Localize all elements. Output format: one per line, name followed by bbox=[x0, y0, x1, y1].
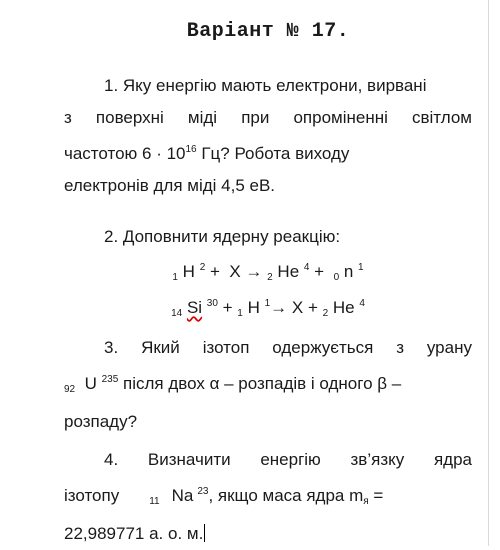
atomic-number: 1 bbox=[172, 272, 178, 283]
question-3-line-2: $_{92}$ U $^{235}$ після двох α – розпадів і одного β – bbox=[64, 374, 402, 395]
element-symbol: n bbox=[339, 262, 359, 281]
question-1-line-3: частотою $6 \cdot 10^{16}$ Гц? Робота виходу bbox=[64, 144, 350, 163]
question-1-line-2-word: опроміненні bbox=[293, 108, 388, 127]
element-symbol: He bbox=[272, 262, 304, 281]
question-1-line-2-word: при bbox=[241, 108, 270, 127]
question-1-line-2-word: світлом bbox=[412, 108, 472, 127]
spellcheck-underlined-symbol: Si bbox=[186, 298, 203, 317]
atomic-number: 0 bbox=[333, 272, 340, 283]
question-3-line-1-word: 3. bbox=[104, 338, 119, 357]
mass-number: 2 bbox=[199, 262, 206, 273]
question-3-line-1-word: з bbox=[396, 338, 404, 357]
question-4-line-1-word: Визначити bbox=[147, 450, 231, 469]
text-cursor bbox=[204, 524, 205, 542]
question-4-line-1-word: ядра bbox=[433, 450, 472, 469]
question-1-line-1: 1. Яку енергію мають електрони, вирвані bbox=[104, 76, 427, 95]
mass-number: 1 bbox=[358, 262, 364, 273]
reaction-2: $_{14}$ Si $^{30}$ + $_1$ H $^1$→ X + $_2$ He $^4$ bbox=[171, 298, 365, 319]
question-1-line-2-word: міді bbox=[187, 108, 218, 127]
atomic-number: 2 bbox=[267, 272, 273, 283]
question-3-line-1-word: урану bbox=[426, 338, 472, 357]
question-3-line-1-word: одержується bbox=[272, 338, 374, 357]
question-1 bbox=[64, 70, 472, 202]
question-3-line-1-word: ізотоп bbox=[202, 338, 250, 357]
question-4-line-3: 22,989771 а. о. м. bbox=[64, 524, 204, 543]
mass-number: 4 bbox=[303, 262, 310, 273]
question-4-line-2: ізотопу $_{11}$ Na $^{23}$, якщо маса ядра $m_я$ = bbox=[64, 486, 384, 507]
reaction-operator: + bbox=[309, 262, 334, 281]
question-3 bbox=[64, 332, 472, 438]
page-title: Варіант № 17. bbox=[186, 20, 350, 43]
question-1-line-2-word: поверхні bbox=[95, 108, 164, 127]
question-4-line-1-word: енергію bbox=[260, 450, 321, 469]
reaction-1 bbox=[0, 262, 500, 283]
question-2-text: 2. Доповнити ядерну реакцію: bbox=[104, 227, 341, 246]
question-1-line-4: електронів для міді 4,5 еВ. bbox=[64, 176, 276, 195]
question-4-line-1-word: зв’язку bbox=[350, 450, 405, 469]
reaction-operator: + X → bbox=[205, 262, 268, 281]
element-symbol: H bbox=[177, 262, 200, 281]
question-1-line-2-word: з bbox=[64, 108, 72, 127]
question-1-line-2 bbox=[64, 102, 472, 134]
question-4 bbox=[64, 444, 472, 550]
question-3-line-1 bbox=[64, 332, 472, 364]
question-3-line-1-word: Який bbox=[141, 338, 180, 357]
question-2 bbox=[64, 221, 472, 253]
question-3-line-3: розпаду? bbox=[64, 412, 138, 431]
question-4-line-1 bbox=[64, 444, 472, 476]
question-4-line-1-word: 4. bbox=[104, 450, 119, 469]
